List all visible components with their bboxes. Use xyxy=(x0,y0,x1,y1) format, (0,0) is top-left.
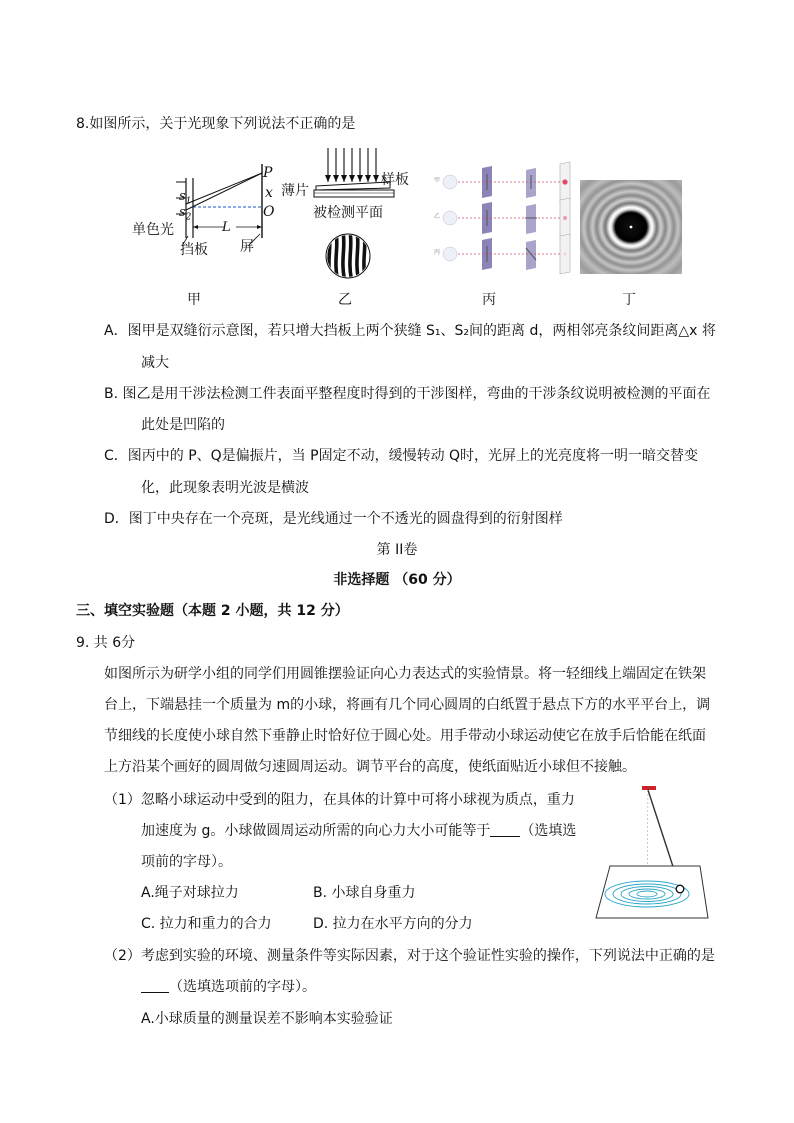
caption-ding: 丁 xyxy=(622,292,636,308)
bing-label-bing: 丙 xyxy=(434,249,441,256)
question-9-intro-line4: 上方沿某个画好的圆周做匀速圆周运动。调节平台的高度，使纸面贴近小球但不接触。 xyxy=(104,759,636,775)
q9-part1-option-b: B. 小球自身重力 xyxy=(313,885,416,901)
q9-part2-option-a: A.小球质量的测量误差不影响本实验验证 xyxy=(141,1011,393,1027)
q9-part1-option-a: A.绳子对球拉力 xyxy=(141,885,239,901)
label-screen: 屏 xyxy=(240,239,254,255)
caption-yi: 乙 xyxy=(338,292,352,308)
label-sample-plate: 样板 xyxy=(381,172,409,188)
option-a-line2: 减大 xyxy=(141,355,169,371)
part-title: 非选择题 （60 分） xyxy=(333,572,461,588)
figure-ding-diffraction-pattern xyxy=(580,180,682,274)
label-tested-plane: 被检测平面 xyxy=(313,205,383,221)
label-monochromatic-light: 单色光 xyxy=(132,222,174,238)
q9-part1-line1: （1）忽略小球运动中受到的阻力，在具体的计算中可将小球视为质点，重力 xyxy=(104,792,575,808)
question-8-stem: 8.如图所示，关于光现象下列说法不正确的是 xyxy=(76,116,356,132)
question-9-intro-line3: 节细线的长度使小球自然下垂静止时恰好位于圆心处。用手带动小球运动使它在放手后恰能在纸面 xyxy=(104,728,706,744)
label-s2: $s_2$ xyxy=(179,205,192,223)
option-b-line2: 此处是凹陷的 xyxy=(141,417,225,433)
option-c-line1: C．图丙中的 P、Q是偏振片，当 P固定不动，缓慢转动 Q时，光屏上的光亮度将一明一暗交替变 xyxy=(104,448,699,464)
bing-label-yi: 乙 xyxy=(434,213,441,220)
label-s1: $s_1$ xyxy=(179,189,192,207)
label-p: P xyxy=(263,165,273,181)
option-c-line2: 化，此现象表明光波是横波 xyxy=(141,480,309,496)
label-baffle: 挡板 xyxy=(180,242,208,258)
question-9-intro-line1: 如图所示为研学小组的同学们用圆锥摆验证向心力表达式的实验情景。将一轻细线上端固定在铁架 xyxy=(104,666,706,682)
option-a-line1: A．图甲是双缝衍示意图，若只增大挡板上两个狭缝 S₁、S₂间的距离 d，两相邻亮条纹间距离△x 将 xyxy=(104,323,716,339)
question-9-number: 9. 共 6分 xyxy=(76,635,136,651)
caption-jia: 甲 xyxy=(187,292,201,308)
bing-label-jia: 甲 xyxy=(434,177,441,184)
question-9-intro-line2: 台上，下端悬挂一个质量为 m的小球，将画有几个同心圆周的白纸置于悬点下方的水平平台上，调 xyxy=(104,697,711,713)
figure-jia-double-slit xyxy=(140,160,280,270)
label-thin-film: 薄片 xyxy=(281,183,309,199)
option-d: D．图丁中央存在一个亮斑，是光线通过一个不透光的圆盘得到的衍射图样 xyxy=(104,511,563,527)
q9-part1-line2: 加速度为 g。小球做圆周运动所需的向心力大小可能等于 （选填选 xyxy=(141,823,577,839)
answer-blank-2[interactable] xyxy=(141,978,169,993)
option-b-line1: B. 图乙是用干涉法检测工件表面平整程度时得到的干涉图样，弯曲的干涉条纹说明被检测的平面在 xyxy=(104,386,711,402)
label-x: x xyxy=(265,185,273,201)
figure-bing-polarizers xyxy=(430,160,578,276)
q9-part2-line2: （选填选项前的字母）。 xyxy=(141,977,316,997)
label-l: L xyxy=(222,220,231,235)
volume-title: 第 II卷 xyxy=(376,542,418,558)
answer-blank-1[interactable] xyxy=(490,822,520,837)
caption-bing: 丙 xyxy=(482,292,496,308)
q9-part1-option-d: D. 拉力在水平方向的分力 xyxy=(313,916,473,932)
q9-part1-option-c: C. 拉力和重力的合力 xyxy=(141,916,272,932)
label-o: O xyxy=(263,204,275,220)
q9-part1-line3: 项前的字母）。 xyxy=(141,854,232,870)
q9-part2-line1: （2）考虑到实验的环境、测量条件等实际因素，对于这个验证性实验的操作，下列说法中正确的是 xyxy=(104,948,715,964)
section-heading: 三、填空实验题（本题 2 小题，共 12 分） xyxy=(76,603,349,619)
figure-conical-pendulum xyxy=(590,784,710,924)
